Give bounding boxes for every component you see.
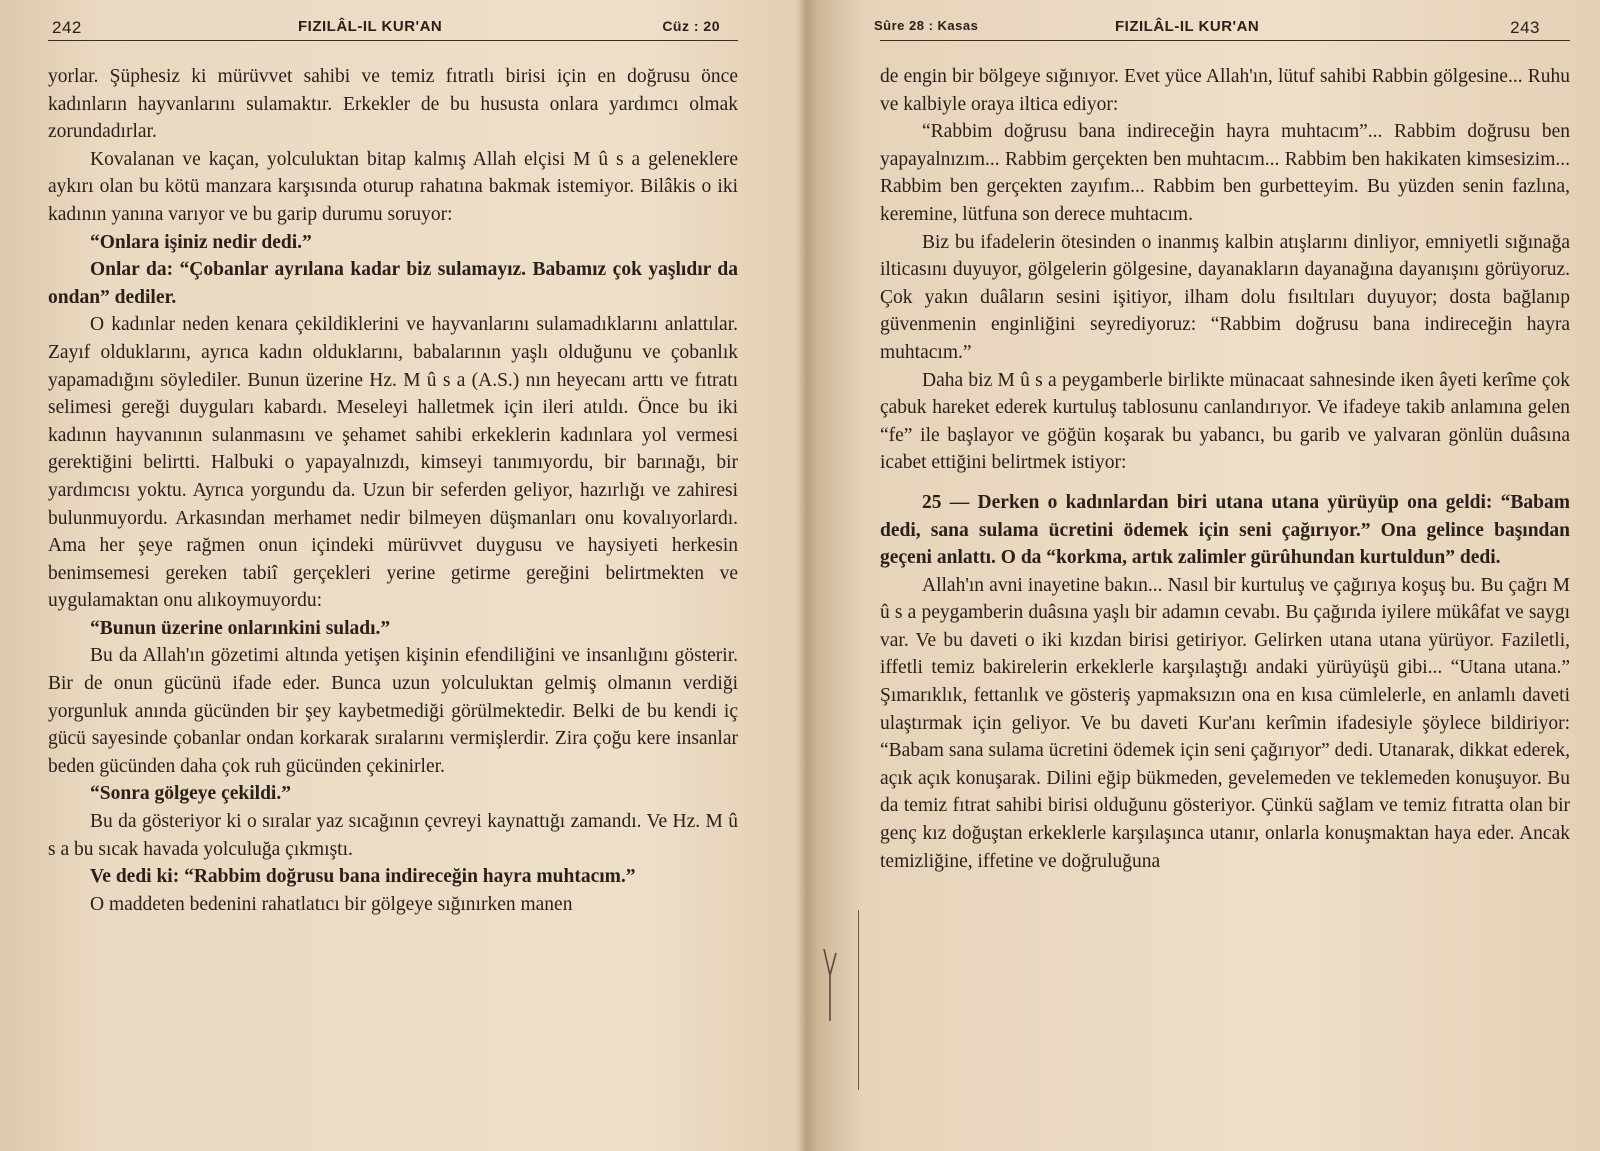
paragraph: Allah'ın avni inayetine bakın... Nasıl bir kurtuluş ve çağırıya koşuş bu. Bu çağrı M û s a peygamberin duâsına yaşlı bir adamın cevabı. Bu çağırıda iyilere mükâfat ve saygı var. Ve bu daveti o iki kızdan birisi getiriyor. Gelirken utana utana yürüyor. Faziletli, iffetli temiz bakirelerin erkeklerle karşılaştığı andaki yürüyüşü gibi... “Utana utana.” Şımarıklık, fettanlık ve gösteriş yapmaksızın ona en kısa cümlelerle, en anlamlı daveti ulaştırmak için geliyor. Ve bu daveti Kur'anı kerîmin ifadesiyle şöylece bildiriyor: “Babam sana sulama ücretini ödemek için seni çağırıyor” dedi. Utanarak, dikkat ederek, açık açık konuşarak. Dilini eğip bükmeden, gevelemeden ve teklemeden konuşuyor. Bu da temiz fıtrat sahibi birisi olduğunu gösteriyor. Çünkü sağlam ve temiz fıtratta olan bir genç kız doğuştan erkeklerle karşılaşınca utanır, onlarla konuşmaktan haya eder. Ancak temizliğine, iffetine ve doğruluğuna bbox=[880, 574, 1570, 872]
left-page-header bbox=[48, 14, 738, 41]
paragraph: yorlar. Şüphesiz ki mürüvvet sahibi ve temiz fıtratlı birisi için en doğrusu önce kadınların hayvanlarını sulamaktır. Erkekler de bu hususta onlara yardımcı olmak zorundadırlar. bbox=[48, 66, 738, 143]
right-page bbox=[874, 14, 1570, 1144]
section-label: Sûre 28 : Kasas bbox=[874, 18, 979, 33]
page-number: 243 bbox=[1510, 18, 1540, 37]
book-gutter bbox=[796, 0, 818, 1151]
section-label: Cüz : 20 bbox=[662, 18, 720, 34]
paragraph: Daha biz M û s a peygamberle birlikte münacaat sahnesinde iken âyeti kerîme çok çabuk hareket ederek kurtuluş tablosunu canlandırıyor. Ve ifadeye takib anlamına gelen “fe” ile başlayor ve göğün koşarak bu yabancı, bu garib ve yalvaran gönlün duâsına icabet ettiğini belirtmek istiyor: bbox=[880, 369, 1570, 474]
left-page bbox=[48, 14, 738, 1144]
right-page-body bbox=[880, 63, 1570, 875]
verse-quote: 25 — Derken o kadınlardan biri utana utana yürüyüp ona geldi: “Babam dedi, sana sulama ücretini ödemek için seni çağırıyor.” Ona gelince başından geçeni anlattı. O da “korkma, artık zalimler gürûhundan kurtuldun” dedi. bbox=[880, 491, 1570, 569]
page-number: 242 bbox=[52, 18, 82, 37]
pencil-margin-mark bbox=[820, 945, 840, 1025]
left-page-body bbox=[48, 63, 738, 918]
running-title: FIZILÂL-IL KUR'AN bbox=[1115, 18, 1260, 35]
paragraph: Bu da Allah'ın gözetimi altında yetişen kişinin efendiliğini ve insanlığını gösterir. Bir de onun gücünü ifade eder. Bunca uzun yolculuktan gelmiş olmanın verdiği yorgunluk anında gücünden bir şey kaybetmediği görülmektedir. Belki de bu kendi iç gücü sayesinde çobanlar ondan korkarak sıralarını vermişlerdir. Zira çoğu kere insanlar beden gücünden daha çok ruh gücünden çekinirler. bbox=[48, 645, 738, 777]
paragraph: de engin bir bölgeye sığınıyor. Evet yüce Allah'ın, lütuf sahibi Rabbin gölgesine... Ruhu ve kalbiyle oraya iltica ediyor: bbox=[880, 66, 1570, 115]
paragraph: “Rabbim doğrusu bana indireceğin hayra muhtacım”... Rabbim doğrusu ben yapayalnızım... Rabbim gerçekten ben muhtacım... Rabbim ben hakikaten kimsesizim... Rabbim ben gerçekten zayıfım... Rabbim ben gurbetteyim. Bu yüzden senin fazlına, keremine, lütfuna son derece muhtacım. bbox=[880, 121, 1570, 225]
paragraph: Biz bu ifadelerin ötesinden o inanmış kalbin atışlarını dinliyor, emniyetli sığınağa ilticasını duyuyor, gölgelerin gölgesine, dayanakların dayanağına dayanışını görüyoruz. Çok yakın duâların sesini işitiyor, ilham dolu fısıltıları duyuyor; dosta bağlanıp güvenmenin enginliğini seyrediyoruz: “Rabbim doğrusu bana indireceğin hayra muhtacım.” bbox=[880, 231, 1570, 363]
verse-quote: “Onlara işiniz nedir dedi.” bbox=[90, 231, 312, 253]
paragraph: Kovalanan ve kaçan, yolculuktan bitap kalmış Allah elçisi M û s a geleneklere aykırı olan bu kötü manzara karşısında oturup rahatına bakmak istemiyor. Bilâkis o iki kadının yanına varıyor ve bu garip durumu soruyor: bbox=[48, 148, 738, 225]
paragraph: Bu da gösteriyor ki o sıralar yaz sıcağının çevreyi kaynattığı zamandı. Ve Hz. M û s a bu sıcak havada yolculuğa çıkmıştı. bbox=[48, 811, 738, 860]
running-title: FIZILÂL-IL KUR'AN bbox=[298, 18, 443, 35]
verse-quote: Onlar da: “Çobanlar ayrılana kadar biz sulamayız. Babamız çok yaşlıdır da ondan” dediler. bbox=[48, 259, 738, 308]
verse-quote: “Bunun üzerine onlarınkini suladı.” bbox=[90, 617, 391, 639]
paragraph: O maddeten bedenini rahatlatıcı bir gölgeye sığınırken manen bbox=[90, 893, 573, 915]
paragraph: O kadınlar neden kenara çekildiklerini ve hayvanlarını sulamadıklarını anlattılar. Zayıf olduklarını, ayrıca kadın olduklarını, babalarının yaşlı olduğunu ve çobanlık yapamadığını söylediler. Bunun üzerine Hz. M û s a (A.S.) nın heyecanı arttı ve fıtratı selimesi gereği duyguları kabardı. Meseleyi halletmek için ileri atıldı. Önce bu iki kadının hayvanının sulanmasını ve şehamet sahibi erkeklerin kadınlara yol vermesi gerektiğini belirtti. Halbuki o yapayalnızdı, kimseyi tanımıyordu, bir barınağı, bir yardımcısı yoktu. Ayrıca yorgundu da. Uzun bir seferden geliyor, hazırlığı ve zahiresi bulunmuyordu. Arkasından merhamet nedir bilmeyen düşmanları onu kovalıyorlardı. Ama her şeye rağmen onun içindeki mürüvvet duygusu ve haysiyeti herkesin benimsemesi gereken tabiî gerçekleri yerine getirme gereğini belirtmekten ve uygulamaktan onu alıkoymuyordu: bbox=[48, 314, 738, 612]
verse-quote: Ve dedi ki: “Rabbim doğrusu bana indireceğin hayra muhtacım.” bbox=[90, 866, 636, 888]
right-page-header bbox=[874, 14, 1570, 41]
verse-quote: “Sonra gölgeye çekildi.” bbox=[90, 783, 291, 805]
pencil-margin-bracket bbox=[858, 910, 865, 1090]
